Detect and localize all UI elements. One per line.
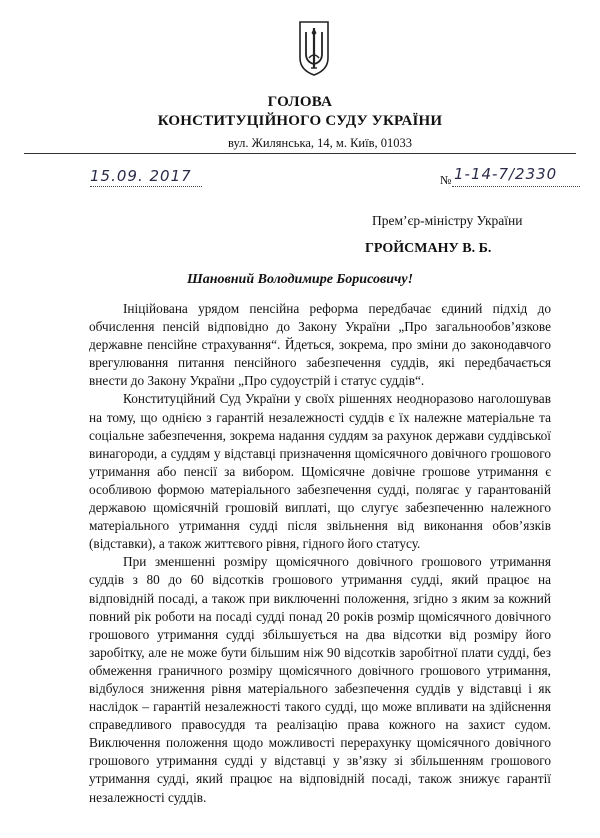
number-sign: № xyxy=(440,173,452,187)
date-underline xyxy=(90,186,202,187)
letterhead-title-line1: ГОЛОВА xyxy=(267,94,333,110)
number-underline xyxy=(452,186,580,187)
salutation: Шановний Володимире Борисовичу! xyxy=(186,272,414,287)
handwritten-date: 15.09. 2017 xyxy=(90,167,192,185)
letterhead-title-line2: КОНСТИТУЦІЙНОГО СУДУ УКРАЇНИ xyxy=(157,113,443,129)
body-paragraph-3: При зменшенні розміру щомісячного довічного грошового утримання суддів з 80 до 60 відсотків грошового утримання судді, який працює на відповідній посаді, а також при виключенні положення, згідно з яким за кожний повний рік роботи на посаді судді понад 20 років розмір щомісячного довічного грошового утримання судді збільшується на два відсотки від розміру його заробітку, але не може бути більшим ніж 90 відсотків заробітної плати судді, без обмеження граничного розміру щомісячного довічного грошового утримання, відбулося зниження рівня матеріального забезпечення суддів у відставці і як наслідок – гарантій незалежності такого судді, що може впливати на здійснення справедливого правосуддя та реалізацію права кожного на захист судом. Виключення положення щодо можливості перерахунку щомісячного довічного грошового утримання судді у відставці у зв’язку зі збільшенням грошового утримання судді, який працює на відповідній посаді, також знижує гарантії незалежності суддів. xyxy=(89,554,551,805)
handwritten-reference-number: 1-14-7/2330 xyxy=(454,165,558,183)
letterhead-address: вул. Жилянська, 14, м. Київ, 01033 xyxy=(228,136,412,150)
letterhead-divider xyxy=(24,153,576,154)
recipient-name: ГРОЙСМАНУ В. Б. xyxy=(365,241,492,256)
body-paragraph-2: Конституційний Суд України у своїх рішеннях неодноразово наголошував на тому, що однією з гарантій незалежності суддів є їх належне матеріальне та соціальне забезпечення, зокрема надання суддям за рахунок держави суддівської винагороди, а суддям у відставці призначення щомісячного довічного грошового утримання або пенсії за вибором. Щомісячне довічне грошове утримання є особливою формою матеріального забезпечення судді, полягає у гарантованій державою щомісячній грошовій виплаті, що слугує забезпеченню належного матеріального утримання судді після звільнення від виконання обов’язків (відставки), а також життєвого рівня, гідного його статусу. xyxy=(89,391,551,552)
body-paragraph-1: Ініційована урядом пенсійна реформа передбачає єдиний підхід до обчислення пенсій відповідно до Закону України „Про загальнообов’язкове державне пенсійне страхування“. Йдеться, зокрема, про зміни до законодавчого врегулювання питання пенсійного забезпечення суддів, які передбачається внести до Закону України „Про судоустрій і статус суддів“. xyxy=(89,301,551,389)
trident-emblem-icon xyxy=(296,18,332,78)
letter-body xyxy=(89,300,551,807)
recipient-position: Прем’єр-міністру України xyxy=(372,213,523,228)
